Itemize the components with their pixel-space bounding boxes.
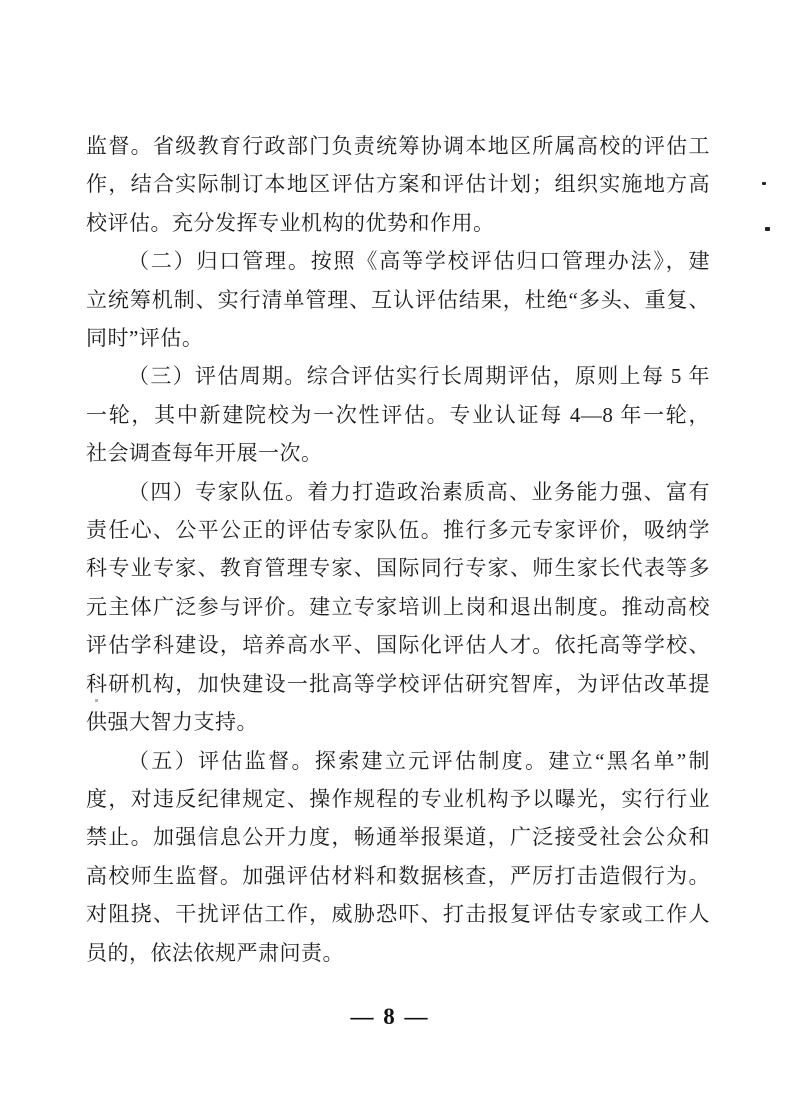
text-line: 作，结合实际制订本地区评估方案和评估计划；组织实施地方高 [86,172,710,197]
paragraph-item-4 [86,473,710,742]
paragraph-continuation [86,127,710,242]
scan-speck [95,699,98,702]
text-line: 监督。省级教育行政部门负责统筹协调本地区所属高校的评估工 [86,134,710,158]
text-line: 同时”评估。 [86,326,204,351]
text-line: 校评估。充分发挥专业机构的优势和作用。 [86,210,495,235]
text-line: 一轮，其中新建院校为一次性评估。专业认证每 4—8 年一轮， [86,402,710,427]
text-line: 科专业专家、教育管理专家、国际同行专家、师生家长代表等多 [86,556,710,581]
text-line: （五）评估监督。探索建立元评估制度。建立“黑名单”制 [128,748,710,773]
paragraph-item-3 [86,357,710,472]
text-line: 禁止。加强信息公开力度，畅通举报渠道，广泛接受社会公众和 [86,825,710,850]
text-line: 社会调查每年开展一次。 [86,441,323,466]
body-text [86,127,710,972]
text-line: （二）归口管理。按照《高等学校评估归口管理办法》，建 [128,249,710,274]
paragraph-item-2 [86,242,710,357]
text-line: 高校师生监督。加强评估材料和数据核查，严厉打击造假行为。 [86,863,710,888]
page-number: — 8 — [350,1004,430,1029]
text-line: （三）评估周期。综合评估实行长周期评估，原则上每 5 年 [128,364,710,389]
paragraph-item-5 [86,742,710,972]
text-line: 员的，依法依规严肃问责。 [86,940,344,965]
text-line: 评估学科建设，培养高水平、国际化评估人才。依托高等学校、 [86,633,710,658]
text-line: （四）专家队伍。着力打造政治素质高、业务能力强、富有 [128,479,710,504]
text-line: 度，对违反纪律规定、操作规程的专业机构予以曝光，实行行业 [86,786,710,811]
text-line: 元主体广泛参与评价。建立专家培训上岗和退出制度。推动高校 [86,594,710,619]
scan-speck [762,182,766,185]
text-line: 科研机构，加快建设一批高等学校评估研究智库，为评估改革提 [86,671,710,696]
text-line: 供强大智力支持。 [86,710,258,735]
text-line: 对阻挠、干扰评估工作，威胁恐吓、打击报复评估专家或工作人 [86,902,710,927]
text-line: 立统筹机制、实行清单管理、互认评估结果，杜绝“多头、重复、 [86,287,710,312]
text-line: 责任心、公平公正的评估专家队伍。推行多元专家评价，吸纳学 [86,518,710,543]
scan-speck [765,227,770,231]
